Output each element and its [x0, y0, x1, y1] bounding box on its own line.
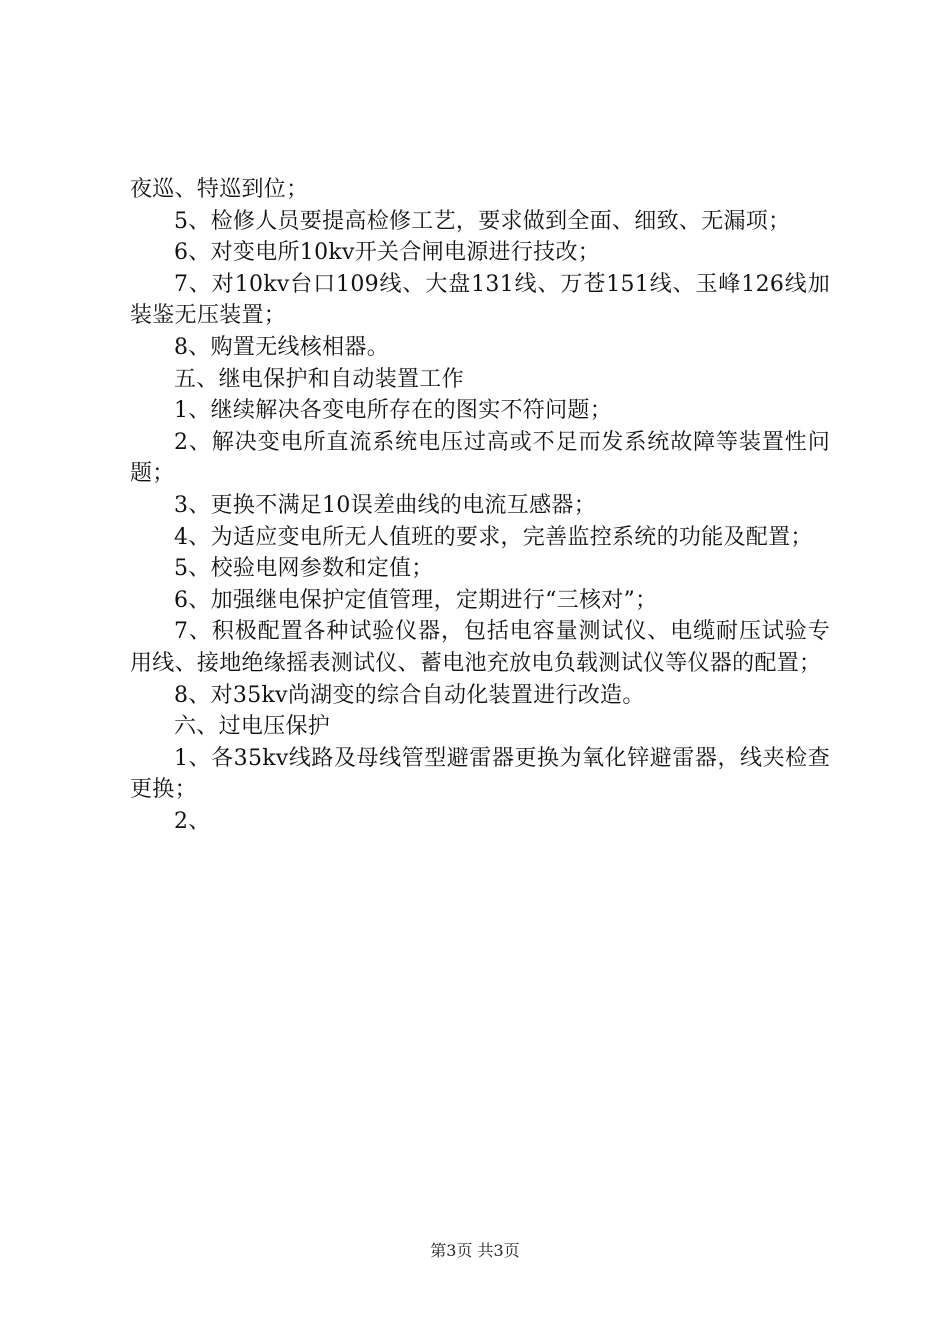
paragraph-item: 6、对变电所10kv开关合闸电源进行技改；	[174, 240, 601, 266]
paragraph-item: 8、对35kv尚湖变的综合自动化装置进行改造。	[174, 682, 645, 708]
paragraph-item: 7、对10kv台口109线、大盘131线、万苍151线、玉峰126线加装鉴无压装置；	[130, 271, 830, 329]
paragraph-item: 2、解决变电所直流系统电压过高或不足而发系统故障等装置性问题；	[130, 429, 830, 487]
page-number-label: 第3页 共3页	[430, 1241, 520, 1260]
paragraph-item: 1、各35kv线路及母线管型避雷器更换为氧化锌避雷器，线夹检查更换；	[130, 745, 830, 803]
section-heading: 五、继电保护和自动装置工作	[174, 366, 464, 392]
paragraph-item: 6、加强继电保护定值管理，定期进行“三核对”；	[174, 587, 658, 613]
paragraph-item: 8、购置无线核相器。	[174, 334, 389, 360]
page-footer	[0, 1241, 950, 1261]
paragraph-item: 5、校验电网参数和定值；	[174, 556, 434, 582]
paragraph-item: 3、更换不满足10误差曲线的电流互感器；	[174, 492, 596, 518]
paragraph-item: 2、	[174, 808, 211, 834]
paragraph-item: 1、继续解决各变电所存在的图实不符问题；	[174, 398, 612, 424]
paragraph-item: 7、积极配置各种试验仪器，包括电容量测试仪、电缆耐压试验专用线、接地绝缘摇表测试仪、蓄电池充放电负载测试仪等仪器的配置；	[130, 619, 830, 676]
paragraph-continuation: 夜巡、特巡到位；	[130, 177, 309, 202]
paragraph-item: 4、为适应变电所无人值班的要求，完善监控系统的功能及配置；	[174, 524, 813, 550]
paragraph-item: 5、检修人员要提高检修工艺，要求做到全面、细致、无漏项；	[174, 208, 791, 234]
section-heading: 六、过电压保护	[174, 714, 331, 740]
document-body	[130, 174, 830, 837]
